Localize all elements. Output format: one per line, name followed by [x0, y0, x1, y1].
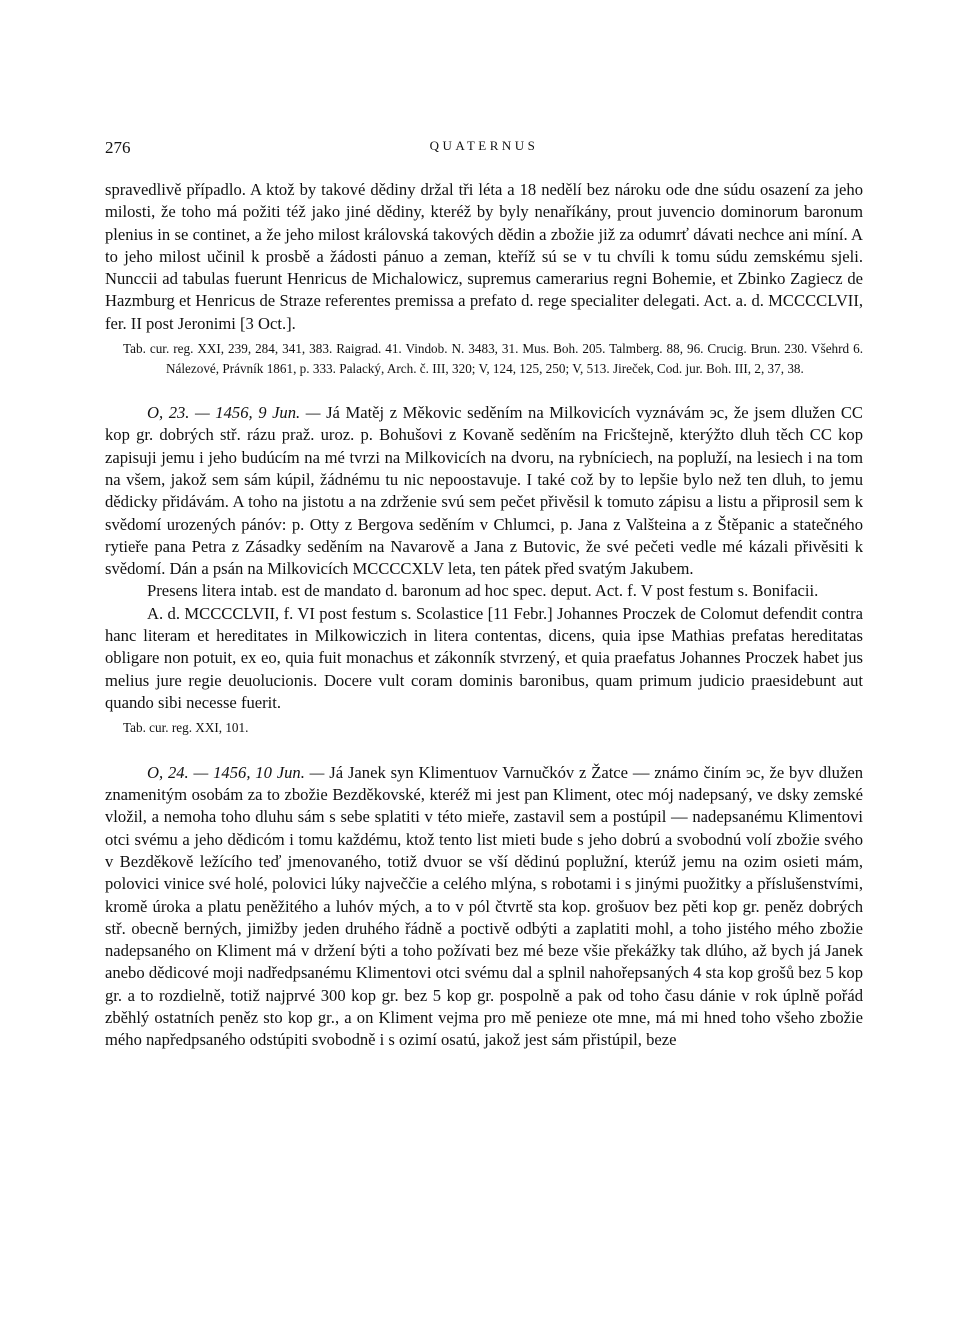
entry-23-paragraph: [105, 402, 863, 580]
page-header: [105, 132, 863, 162]
entry-24-heading: O, 24. — 1456, 10 Jun. —: [147, 762, 325, 782]
entry-23-note-2: A. d. MCCCCLVII, f. VI post festum s. Scolastice [11 Febr.] Johannes Proczek de Colomut defendit contra hanc literam et hereditates in Milkowiczich in litera contentas, dicens, quia ipse Mathias prefatas hereditatas obligare non potuit, ex eo, quia fuit monachus et zákonník stvrzený, et quia praefatus Johannes Proczek habet jus melius jure regie deuolucionis. Docere vult coram dominis baronibus, quam primum judicio praesidebunt aut quando sibi necesse fuerit.: [105, 603, 863, 712]
continuation-paragraph: spravedlivě případlo. A ktož by takové dědiny držal tři léta a 18 nedělí bez nároku ode dne súdu osazení za jeho milosti, že toho má požiti též jako jiné dědiny, kteréž by byly nenaříkány, prout juvencio dominorum baronum plenius in se continet, a že jeho milost královská takových dědin a zbožie již za odumrť dávati nechce ani míní. A to jeho milost učinil k prosbě a žádosti pánuo a zeman, kteříž sú se v tu chvíli k tomu súdu zemskému sjeli. Nunccii ad tabulas fuerunt Henricus de Michalowicz, supremus camerarius regni Bohemie, et Zbinko Zagiecz de Hazmburg et Henricus de Straze referentes premissa a prefato d. rege specialiter delegati. Act. a. d. MCCCCLVII, fer. II post Jeronimi [3 Oct.].: [105, 180, 863, 333]
entry-23-note-1: Presens litera intab. est de mandato d. baronum ad hoc spec. deput. Act. f. V post festum s. Bonifacii.: [147, 581, 819, 601]
entry-24-text: Já Janek syn Klimentuov Varnučkóv z Žatce — známo činím эс, že byv dlužen znamenitým osobám za to zbožie Bezděkovské, kteréž mi jest pan Kliment, otec mój nadepsaný, ve dsky zemské vložil, a nemoha toho dluhu sám s sebe splatiti v této mieře, zastavil sem a postúpil — nadepsanému Klimentovi otci svému a jeho dědicóm i tomu každému, ktož tento list mieti bude s jeho dobrú a svobodnú volí zbožie svého v Bezděkově ležícího teď jmenovaného, totiž dvuor se vší dědinú poplužní, kterúž jemu na ozim osieti mám, polovici vinice své holé, polovici lúky največčie a celého mlýna, s robotami i s jinými puožitky a příslušenstvími, kromě úroka a platu peněžitého a luhóv mých, a to v pól čtvrtě sta kop. grošuov bez pěti kop gr. peněz dobrých stř. obecně berných, jimižby jeden druhého řádně a poctivě odbýti a zaplatiti mohl, a toho jistého mého zbožie nadepsaného on Kliment má v držení býti a toho požívati bez mé beze všie překážky tak dlúho, až bych já Janek anebo dědicové moji nadředpsanému Klimentovi otci svému dal a splnil nahořepsaných 4 sta kop grošů bez 5 kop gr. a to rozdielně, totiž najprvé 300 kop gr. bez 5 kop gr. pospolně a pak od toho času dánie v rok úplně pořád zběhlý ostatních peněz sto kop gr., a on Kliment vejma pro mě penieze ote mne, má mi hned toho všeho zbožie mého napředpsaného odstúpiti svobodně i s ozimí osatú, jakož jest sám přistúpil, beze: [105, 762, 863, 1050]
entry-23-references: Tab. cur. reg. XXI, 101.: [123, 720, 249, 736]
continuation-references: Tab. cur. reg. XXI, 239, 284, 341, 383. Raigrad. 41. Vindob. N. 3483, 31. Mus. Boh. 205. Talmberg. 88, 96. Crucig. Brun. 230. Všehrd 6. Nálezové, Právník 1861, p. 333. Palacký, Arch. č. III, 320; V, 124, 125, 250; V, 513. Jireček, Cod. jur. Boh. III, 2, 37, 38.: [123, 341, 863, 376]
entry-23-heading: O, 23. — 1456, 9 Jun. —: [147, 403, 321, 423]
entry-24-paragraph: [105, 762, 863, 1052]
page-number: 276: [105, 138, 131, 157]
entry-23-text: Já Matěj z Měkovic seděním na Milkovicích vyznávám эс, že jsem dlužen CC kop gr. dobrých stř. rázu praž. uroz. p. Bohušovi z Kovaně seděním na Fricštejně, kterýžto dluh těch CC kop zapisuji jemu i jeho budúcím na mé tvrzi na Milkovicích na dvoru, na rybníciech, na popluží, na lesiech i na tom na všem, jakož sem sám kúpil, žádnému tu nic nepoostavuje. I také což by to lepšie bylo než ten dluh, to jemu dědicky přidávám. A toho na jistotu a na zdrženie svú sem pečet přivěsil k tomuto zápisu a listu a připrosil sem k svědomí urozených pánóv: p. Otty z Bergova seděním v Chlumci, p. Jana z Valšteina a z Štěpanic a statečného rytieře pana Petra z Zásadky seděním na Navarově a Jana z Butovic, že své pečeti vedle mé kázali přivěsiti k svědomí. Dán a psán na Milkovicích MCCCCXLV leta, ten pátek před svatým Jakubem.: [105, 403, 864, 579]
page-body: [105, 179, 863, 1052]
running-head: QUATERNUS: [429, 138, 539, 153]
book-page: [105, 132, 863, 1052]
